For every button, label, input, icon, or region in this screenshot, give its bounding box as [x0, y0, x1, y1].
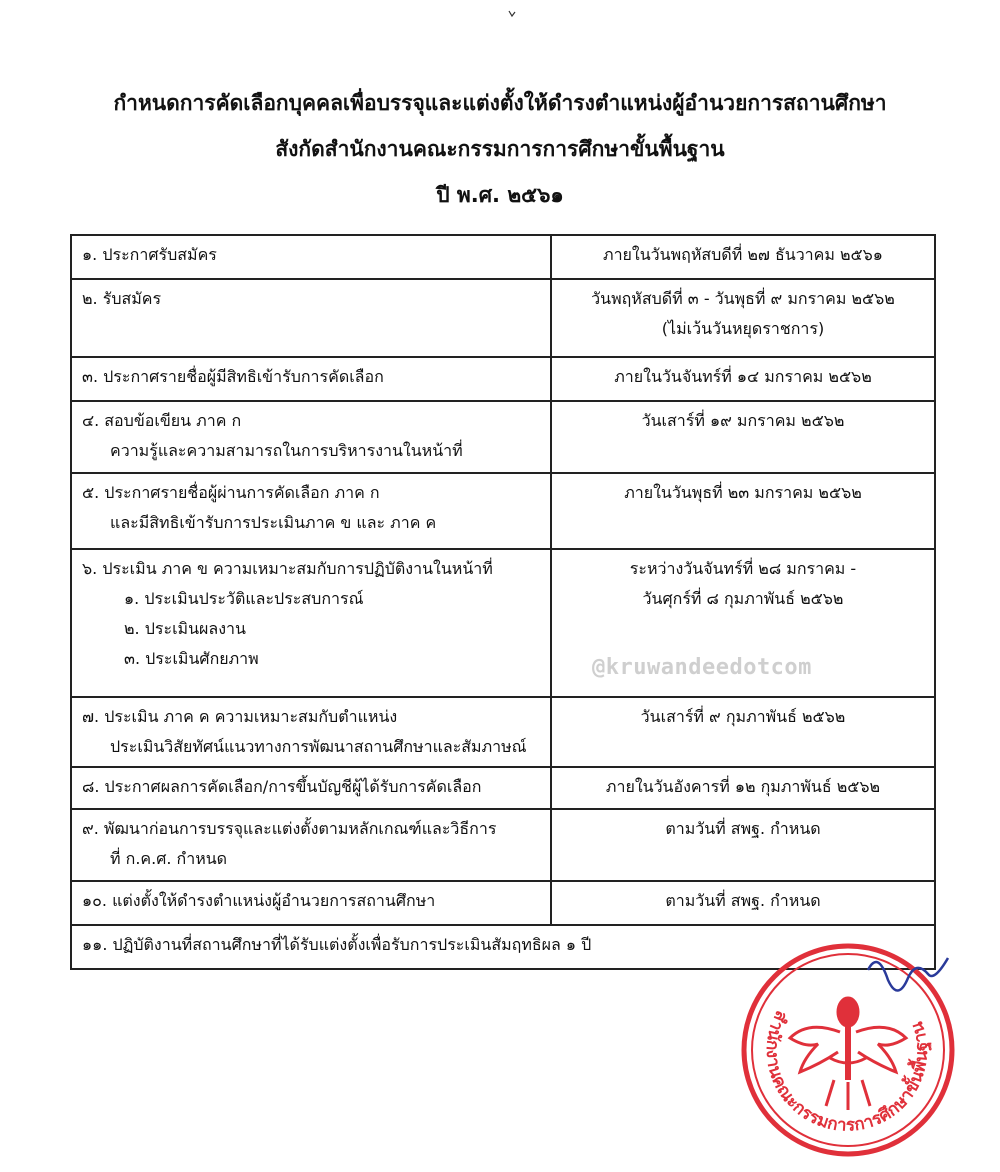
- schedule-table: [70, 234, 936, 970]
- task-cell: [71, 881, 551, 925]
- task-cell: [71, 809, 551, 881]
- task-label: ๘. ประกาศผลการคัดเลือก/การขึ้นบัญชีผู้ได้รับการคัดเลือก: [82, 777, 482, 796]
- task-subitem: ๒. ประเมินผลงาน: [124, 619, 246, 638]
- task-label: ๖. ประเมิน ภาค ข ความเหมาะสมกับการปฏิบัติงานในหน้าที่: [82, 559, 493, 578]
- task-label: ๓. ประกาศรายชื่อผู้มีสิทธิเข้ารับการคัดเลือก: [82, 367, 384, 386]
- date-label: ตามวันที่ สพฐ. กำหนด: [665, 891, 821, 910]
- table-row: [71, 235, 935, 279]
- title-line-2: สังกัดสำนักงานคณะกรรมการการศึกษาขั้นพื้นฐาน: [275, 137, 725, 161]
- table-row: [71, 697, 935, 767]
- garuda-seal-icon: [738, 940, 958, 1160]
- task-subitem: ๑. ประเมินประวัติและประสบการณ์: [124, 589, 364, 608]
- date-label-2: วันศุกร์ที่ ๘ กุมภาพันธ์ ๒๕๖๒: [642, 589, 844, 608]
- watermark: @kruwandeedotcom: [592, 655, 812, 680]
- title-line-1: กำหนดการคัดเลือกบุคคลเพื่อบรรจุและแต่งตั้งให้ดำรงตำแหน่งผู้อำนวยการสถานศึกษา: [113, 91, 887, 115]
- date-cell: [551, 235, 935, 279]
- date-label: ภายในวันอังคารที่ ๑๒ กุมภาพันธ์ ๒๕๖๒: [605, 777, 881, 796]
- task-label: ๗. ประเมิน ภาค ค ความเหมาะสมกับตำแหน่ง: [82, 707, 398, 726]
- task-cell: [71, 279, 551, 357]
- task-label: ๑๑. ปฏิบัติงานที่สถานศึกษาที่ได้รับแต่งตั้งเพื่อรับการประเมินสัมฤทธิผล ๑ ปี: [82, 935, 592, 954]
- date-label: วันเสาร์ที่ ๑๙ มกราคม ๒๕๖๒: [641, 411, 845, 430]
- document-header: [0, 80, 1000, 218]
- task-cell: [71, 549, 551, 697]
- date-cell: [551, 473, 935, 549]
- date-label: วันเสาร์ที่ ๙ กุมภาพันธ์ ๒๕๖๒: [640, 707, 846, 726]
- table-row: [71, 809, 935, 881]
- date-cell: [551, 697, 935, 767]
- garuda-emblem: [790, 998, 906, 1110]
- table-row: [71, 279, 935, 357]
- task-cell: [71, 697, 551, 767]
- task-label: ๔. สอบข้อเขียน ภาค ก: [82, 411, 242, 430]
- date-cell: [551, 881, 935, 925]
- table-row: [71, 401, 935, 473]
- task-label: ๕. ประกาศรายชื่อผู้ผ่านการคัดเลือก ภาค ก: [82, 483, 380, 502]
- task-detail: และมีสิทธิเข้ารับการประเมินภาค ข และ ภาค ค: [110, 513, 437, 532]
- task-cell: [71, 401, 551, 473]
- date-cell: [551, 279, 935, 357]
- date-label: วันพฤหัสบดีที่ ๓ - วันพุธที่ ๙ มกราคม ๒๕๖๒: [591, 289, 895, 308]
- date-note: (ไม่เว้นวันหยุดราชการ): [661, 319, 825, 338]
- date-label: ภายในวันพฤหัสบดีที่ ๒๗ ธันวาคม ๒๕๖๑: [603, 245, 883, 264]
- seal-text: สำนักงานคณะกรรมการการศึกษาขั้นพื้นฐาน: [761, 1007, 933, 1136]
- task-cell: [71, 357, 551, 401]
- date-cell: [551, 767, 935, 809]
- task-cell: [71, 767, 551, 809]
- table-row: [71, 357, 935, 401]
- task-cell: [71, 473, 551, 549]
- task-subitem: ๓. ประเมินศักยภาพ: [124, 649, 259, 668]
- task-label: ๙. พัฒนาก่อนการบรรจุและแต่งตั้งตามหลักเกณฑ์และวิธีการ: [82, 819, 497, 838]
- scan-mark: [508, 10, 516, 18]
- date-label: ภายในวันจันทร์ที่ ๑๔ มกราคม ๒๕๖๒: [614, 367, 872, 386]
- task-label: ๒. รับสมัคร: [82, 289, 162, 308]
- table-row: [71, 767, 935, 809]
- date-cell: [551, 401, 935, 473]
- date-cell: [551, 809, 935, 881]
- title-year: ปี พ.ศ. ๒๕๖๑: [436, 183, 564, 207]
- task-label: ๑. ประกาศรับสมัคร: [82, 245, 217, 264]
- date-label: ระหว่างวันจันทร์ที่ ๒๘ มกราคม -: [629, 559, 857, 578]
- table-row: [71, 473, 935, 549]
- date-cell: [551, 357, 935, 401]
- table-row: [71, 881, 935, 925]
- task-label: ๑๐. แต่งตั้งให้ดำรงตำแหน่งผู้อำนวยการสถานศึกษา: [82, 891, 436, 910]
- task-detail: ประเมินวิสัยทัศน์แนวทางการพัฒนาสถานศึกษาและสัมภาษณ์: [110, 737, 527, 756]
- task-detail: ความรู้และความสามารถในการบริหารงานในหน้าที่: [110, 441, 463, 460]
- task-detail: ที่ ก.ค.ศ. กำหนด: [110, 849, 228, 868]
- date-label: ภายในวันพุธที่ ๒๓ มกราคม ๒๕๖๒: [624, 483, 862, 502]
- date-label: ตามวันที่ สพฐ. กำหนด: [665, 819, 821, 838]
- task-cell: [71, 235, 551, 279]
